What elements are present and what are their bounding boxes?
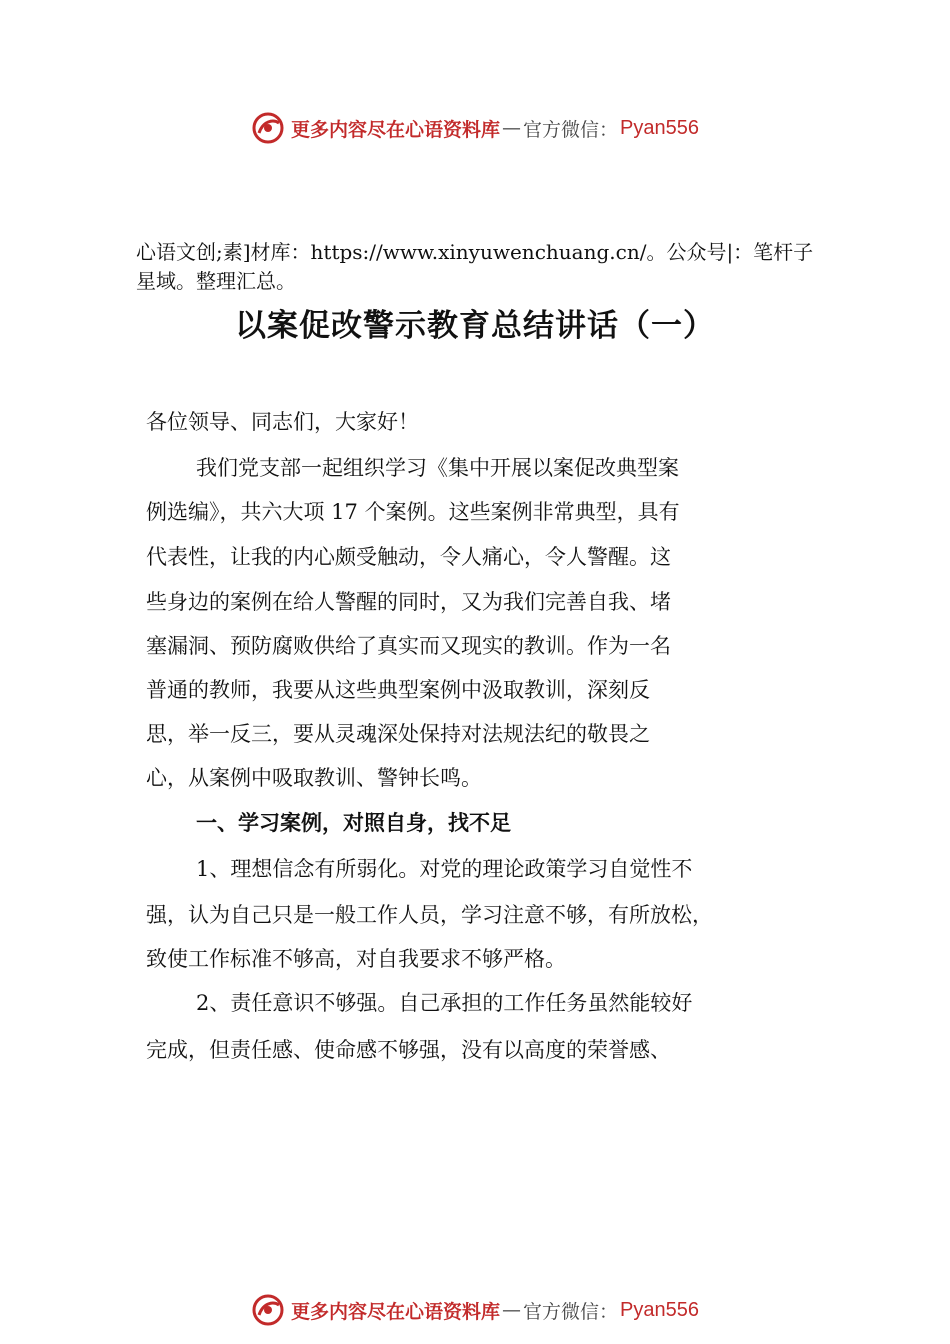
banner-wechat-id: Pyan556	[620, 1298, 699, 1321]
banner-text: 更多内容尽在心语资料库	[291, 118, 501, 141]
banner-wechat-label: 官方微信：	[523, 1300, 619, 1323]
intro-line: 代表性，让我的内心颇受触动，令人痛心，令人警醒。这	[146, 545, 671, 569]
document-title: 以案促改警示教育总结讲话（一）	[235, 308, 715, 344]
intro-line: 思，举一反三，要从灵魂深处保持对法规法纪的敬畏之	[146, 722, 650, 746]
banner-dash: —	[502, 117, 522, 139]
source-note: 心语文创;素]材库：https://www.xinyuwenchuang.cn/。公众号|：笔杆子星域。整理汇总。	[136, 240, 814, 293]
intro-line: 例选编》，共六大项 17 个案例。这些案例非常典型，具有	[146, 500, 680, 524]
item1-line: 1、理想信念有所弱化。对党的理论政策学习自觉性不	[196, 857, 693, 881]
item1-line: 致使工作标准不够高，对自我要求不够严格。	[146, 947, 566, 971]
footer-banner	[0, 1290, 950, 1330]
banner-wechat-id: Pyan556	[620, 116, 699, 139]
intro-line: 心，从案例中吸取教训、警钟长鸣。	[146, 766, 482, 790]
intro-line: 我们党支部一起组织学习《集中开展以案促改典型案	[196, 456, 679, 480]
header-banner	[0, 108, 950, 148]
intro-line: 些身边的案例在给人警醒的同时，又为我们完善自我、堵	[146, 590, 671, 614]
greeting: 各位领导、同志们，大家好！	[146, 410, 419, 434]
section-heading: 一、学习案例，对照自身，找不足	[196, 811, 511, 835]
item2-line: 完成，但责任感、使命感不够强，没有以高度的荣誉感、	[146, 1038, 671, 1062]
intro-line: 普通的教师，我要从这些典型案例中汲取教训，深刻反	[146, 678, 650, 702]
brand-logo-icon	[251, 111, 285, 145]
banner-dash: —	[502, 1299, 522, 1321]
banner-wechat-label: 官方微信：	[523, 118, 619, 141]
item2-line: 2、责任意识不够强。自己承担的工作任务虽然能较好	[196, 991, 693, 1015]
intro-line: 塞漏洞、预防腐败供给了真实而又现实的教训。作为一名	[146, 634, 671, 658]
brand-logo-icon	[251, 1293, 285, 1327]
item1-line: 强，认为自己只是一般工作人员，学习注意不够，有所放松，	[146, 903, 713, 927]
banner-text: 更多内容尽在心语资料库	[291, 1300, 501, 1323]
